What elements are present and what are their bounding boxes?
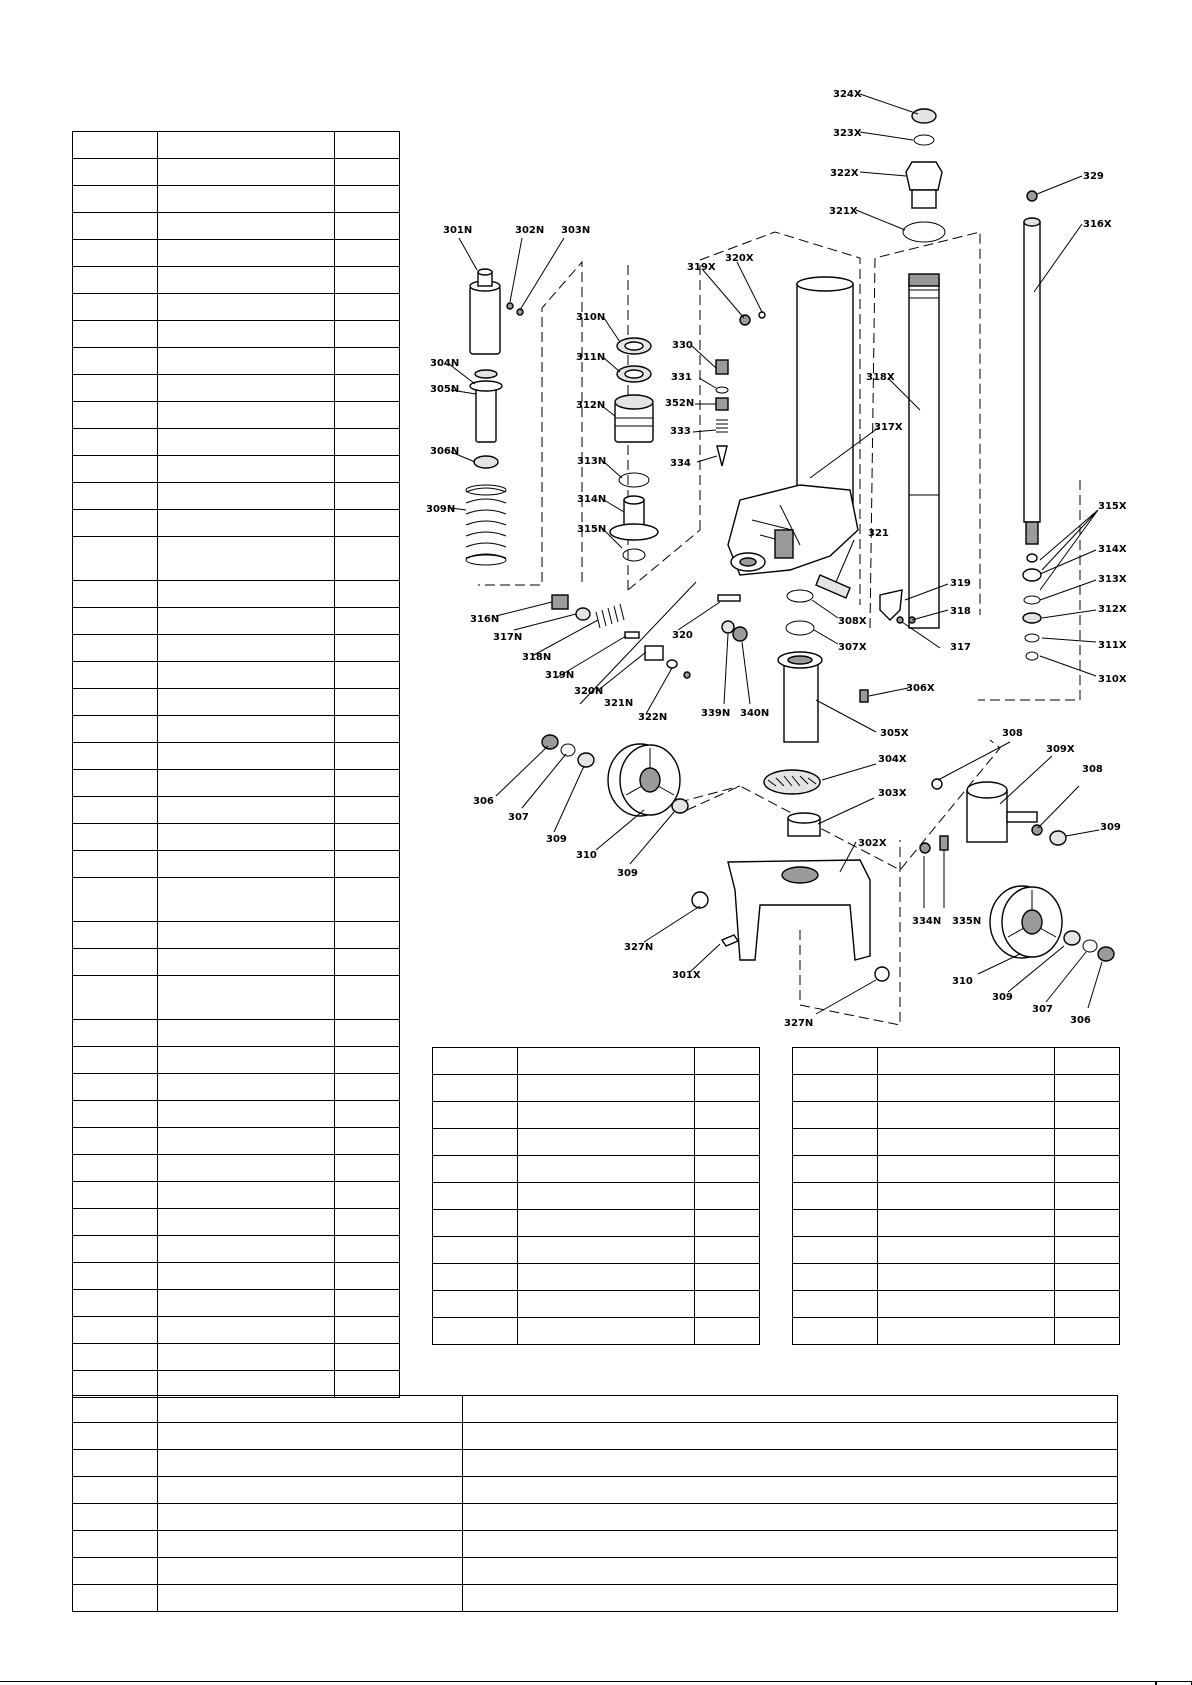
table-cell (793, 1291, 878, 1318)
callout-label: 315N (577, 524, 607, 535)
callout-label: 302N (515, 225, 545, 236)
table-row (73, 1396, 1118, 1423)
table-cell (793, 1318, 878, 1345)
callout-label: 309 (617, 868, 638, 879)
callout-label: 321 (868, 528, 889, 539)
table-cell (695, 1183, 760, 1210)
table-cell (73, 1236, 158, 1263)
table-cell (73, 1101, 158, 1128)
table-cell (73, 1128, 158, 1155)
table-cell (433, 1156, 518, 1183)
callout-label: 313N (577, 456, 607, 467)
table-cell (73, 1182, 158, 1209)
callout-label: 307 (1032, 1004, 1053, 1015)
table-row (793, 1264, 1120, 1291)
table-cell (878, 1156, 1055, 1183)
table-row (433, 1291, 760, 1318)
callout-label: 310N (576, 312, 606, 323)
callout-label: 323X (833, 128, 862, 139)
table-cell (463, 1504, 1118, 1531)
table-cell (158, 1477, 463, 1504)
base-group (692, 770, 889, 981)
table-cell (158, 1585, 463, 1612)
table-cell (335, 1047, 400, 1074)
table-cell (335, 1344, 400, 1371)
table-cell (335, 1074, 400, 1101)
table-cell (518, 1075, 695, 1102)
table-row (73, 1423, 1118, 1450)
table-row (73, 1585, 1118, 1612)
check-valve-group (552, 595, 747, 678)
table-row (73, 1531, 1118, 1558)
table-cell (463, 1423, 1118, 1450)
table-cell (158, 1128, 335, 1155)
callout-label: 305X (880, 728, 909, 739)
callout-label: 302X (858, 838, 887, 849)
callout-label: 322X (830, 168, 859, 179)
callout-label: 310 (576, 850, 597, 861)
table-cell (793, 1048, 878, 1075)
table-cell (518, 1237, 695, 1264)
table-cell (73, 1477, 158, 1504)
table-row (73, 1477, 1118, 1504)
table-cell (158, 1155, 335, 1182)
callout-label: 319 (950, 578, 971, 589)
callout-label: 306 (473, 796, 494, 807)
table-cell (1055, 1318, 1120, 1345)
callout-label: 318X (866, 372, 895, 383)
table-row (73, 1128, 400, 1155)
table-cell (793, 1156, 878, 1183)
table-cell (73, 1047, 158, 1074)
callout-label: 329 (1083, 171, 1104, 182)
table-cell (878, 1210, 1055, 1237)
table-cell (158, 1317, 335, 1344)
table-row (793, 1102, 1120, 1129)
callout-label: 316X (1083, 219, 1112, 230)
callout-label: 311N (576, 352, 606, 363)
table-row (433, 1129, 760, 1156)
table-cell (463, 1450, 1118, 1477)
table-cell (73, 1209, 158, 1236)
table-cell (695, 1048, 760, 1075)
callout-label: 334 (670, 458, 691, 469)
callout-label: 331 (671, 372, 692, 383)
table-cell (433, 1075, 518, 1102)
parts-table-right (792, 1047, 1120, 1345)
table-cell (335, 1371, 400, 1398)
callout-label: 316N (470, 614, 500, 625)
callout-label: 335N (952, 916, 982, 927)
table-row (73, 1558, 1118, 1585)
table-cell (878, 1129, 1055, 1156)
table-cell (463, 1477, 1118, 1504)
table-cell (1055, 1156, 1120, 1183)
callout-label: 314N (577, 494, 607, 505)
parts-table-middle (432, 1047, 760, 1345)
table-cell (433, 1048, 518, 1075)
pump-piston-group (466, 269, 523, 565)
callout-label: 314X (1098, 544, 1127, 555)
table-cell (158, 1101, 335, 1128)
table-cell (1055, 1048, 1120, 1075)
table-cell (695, 1102, 760, 1129)
callout-label: 306N (430, 446, 460, 457)
table-cell (793, 1129, 878, 1156)
callout-label: 312X (1098, 604, 1127, 615)
table-cell (433, 1237, 518, 1264)
table-row (433, 1237, 760, 1264)
lower-cylinder-group (778, 590, 868, 742)
callout-label: 310 (952, 976, 973, 987)
callout-label: 308X (838, 616, 867, 627)
callout-label: 306X (906, 683, 935, 694)
table-cell (1055, 1264, 1120, 1291)
callout-label: 317 (950, 642, 971, 653)
callout-label: 303X (878, 788, 907, 799)
table-cell (158, 1423, 463, 1450)
table-cell (695, 1210, 760, 1237)
table-row (73, 1209, 400, 1236)
table-cell (518, 1156, 695, 1183)
table-cell (793, 1237, 878, 1264)
callout-label: 330 (672, 340, 693, 351)
table-row (793, 1318, 1120, 1345)
table-cell (1055, 1291, 1120, 1318)
table-cell (158, 1450, 463, 1477)
table-row (433, 1210, 760, 1237)
table-cell (73, 1317, 158, 1344)
table-cell (463, 1558, 1118, 1585)
table-cell (158, 1047, 335, 1074)
table-cell (158, 1504, 463, 1531)
table-cell (73, 1344, 158, 1371)
assembly-guide-lines (478, 232, 1080, 1025)
table-cell (433, 1291, 518, 1318)
page-footer-mark (1155, 1681, 1192, 1685)
table-row (73, 1074, 400, 1101)
callout-label: 340N (740, 708, 770, 719)
table-cell (695, 1318, 760, 1345)
table-cell (695, 1264, 760, 1291)
table-cell (518, 1183, 695, 1210)
callout-label: 334N (912, 916, 942, 927)
callout-label: 327N (784, 1018, 814, 1029)
callout-label: 318 (950, 606, 971, 617)
callout-label: 301X (672, 970, 701, 981)
table-cell (73, 1558, 158, 1585)
table-cell (1055, 1183, 1120, 1210)
table-cell (335, 1290, 400, 1317)
callout-label: 327N (624, 942, 654, 953)
table-cell (518, 1210, 695, 1237)
table-cell (1055, 1129, 1120, 1156)
table-cell (1055, 1102, 1120, 1129)
callout-label: 304X (878, 754, 907, 765)
table-cell (793, 1210, 878, 1237)
table-cell (158, 1290, 335, 1317)
table-row (793, 1075, 1120, 1102)
table-cell (73, 1290, 158, 1317)
callout-label: 317N (493, 632, 523, 643)
callout-label: 307 (508, 812, 529, 823)
table-cell (335, 1317, 400, 1344)
table-cell (463, 1396, 1118, 1423)
piston-rod-group (903, 109, 945, 628)
callout-label: 318N (522, 652, 552, 663)
table-cell (518, 1048, 695, 1075)
callout-label: 320 (672, 630, 693, 641)
parts-table-bottom (72, 1395, 1118, 1612)
table-row (73, 1263, 400, 1290)
table-cell (73, 1155, 158, 1182)
table-cell (433, 1210, 518, 1237)
callout-label: 315X (1098, 501, 1127, 512)
callout-label: 311X (1098, 640, 1127, 651)
table-row (73, 1317, 400, 1344)
table-cell (518, 1264, 695, 1291)
table-cell (1055, 1210, 1120, 1237)
table-cell (433, 1129, 518, 1156)
table-cell (335, 1128, 400, 1155)
table-row (73, 1047, 400, 1074)
table-cell (335, 1155, 400, 1182)
table-cell (73, 1450, 158, 1477)
table-row (73, 1344, 400, 1371)
table-cell (158, 1558, 463, 1585)
table-cell (158, 1396, 463, 1423)
left-wheel-group (542, 735, 688, 816)
table-row (433, 1156, 760, 1183)
table-cell (1055, 1075, 1120, 1102)
callout-label: 317X (874, 422, 903, 433)
table-cell (433, 1264, 518, 1291)
right-wheel-group (920, 779, 1114, 961)
table-row (433, 1102, 760, 1129)
table-cell (518, 1102, 695, 1129)
table-row (433, 1264, 760, 1291)
handle-group (1023, 191, 1041, 660)
table-cell (793, 1183, 878, 1210)
table-cell (433, 1102, 518, 1129)
table-cell (793, 1102, 878, 1129)
table-cell (695, 1291, 760, 1318)
table-row (433, 1183, 760, 1210)
callout-label: 321N (604, 698, 634, 709)
table-cell (335, 1182, 400, 1209)
table-cell (73, 1423, 158, 1450)
callout-label: 320X (725, 253, 754, 264)
table-cell (158, 1182, 335, 1209)
table-cell (335, 1209, 400, 1236)
table-cell (878, 1318, 1055, 1345)
table-row (793, 1156, 1120, 1183)
callout-label: 322N (638, 712, 668, 723)
table-cell (158, 1531, 463, 1558)
callout-label: 308 (1002, 728, 1023, 739)
callout-label: 320N (574, 686, 604, 697)
callout-label: 352N (665, 398, 695, 409)
callout-label: 319N (545, 670, 575, 681)
release-valve-group (716, 312, 765, 466)
table-row (433, 1075, 760, 1102)
table-cell (878, 1102, 1055, 1129)
table-row (793, 1237, 1120, 1264)
table-row (73, 1450, 1118, 1477)
table-cell (695, 1237, 760, 1264)
table-row (73, 1155, 400, 1182)
seal-group (610, 338, 658, 561)
table-row (793, 1048, 1120, 1075)
table-cell (433, 1318, 518, 1345)
callout-label: 305N (430, 384, 460, 395)
callout-label: 303N (561, 225, 591, 236)
table-cell (73, 1371, 158, 1398)
table-cell (518, 1318, 695, 1345)
table-cell (73, 1074, 158, 1101)
callout-label: 319X (687, 262, 716, 273)
table-cell (335, 1236, 400, 1263)
table-row (73, 1236, 400, 1263)
callout-label: 301N (443, 225, 473, 236)
table-row (793, 1210, 1120, 1237)
callout-label: 304N (430, 358, 460, 369)
callout-label: 308 (1082, 764, 1103, 775)
table-cell (158, 1074, 335, 1101)
table-row (73, 1371, 400, 1398)
table-cell (695, 1129, 760, 1156)
table-cell (878, 1291, 1055, 1318)
callout-label: 339N (701, 708, 731, 719)
callout-label: 309N (426, 504, 456, 515)
table-row (793, 1291, 1120, 1318)
table-cell (73, 1585, 158, 1612)
table-cell (158, 1344, 335, 1371)
table-cell (518, 1291, 695, 1318)
table-row (793, 1183, 1120, 1210)
table-cell (878, 1075, 1055, 1102)
table-row (73, 1504, 1118, 1531)
table-cell (793, 1075, 878, 1102)
table-cell (335, 1263, 400, 1290)
table-cell (793, 1264, 878, 1291)
table-cell (878, 1183, 1055, 1210)
callout-label: 309 (1100, 822, 1121, 833)
table-cell (518, 1129, 695, 1156)
table-cell (463, 1585, 1118, 1612)
table-cell (433, 1183, 518, 1210)
table-cell (878, 1048, 1055, 1075)
callout-label: 309 (992, 992, 1013, 1003)
table-cell (335, 1101, 400, 1128)
table-row (73, 1101, 400, 1128)
table-cell (73, 1263, 158, 1290)
table-cell (695, 1156, 760, 1183)
callout-label: 307X (838, 642, 867, 653)
table-cell (463, 1531, 1118, 1558)
table-cell (158, 1263, 335, 1290)
table-cell (158, 1236, 335, 1263)
page-footer-rule (0, 1681, 1192, 1682)
callout-label: 309 (546, 834, 567, 845)
table-row (73, 1182, 400, 1209)
table-cell (878, 1237, 1055, 1264)
table-cell (695, 1075, 760, 1102)
callout-label: 333 (670, 426, 691, 437)
table-cell (73, 1531, 158, 1558)
callout-label: 310X (1098, 674, 1127, 685)
callout-label: 313X (1098, 574, 1127, 585)
table-cell (1055, 1237, 1120, 1264)
callout-label: 324X (833, 89, 862, 100)
callout-label: 309X (1046, 744, 1075, 755)
table-cell (158, 1209, 335, 1236)
table-cell (158, 1371, 335, 1398)
callout-label: 312N (576, 400, 606, 411)
callout-label: 321X (829, 206, 858, 217)
table-cell (73, 1396, 158, 1423)
callout-label: 306 (1070, 1015, 1091, 1026)
table-row (433, 1318, 760, 1345)
table-cell (73, 1504, 158, 1531)
table-row (793, 1129, 1120, 1156)
table-row (433, 1048, 760, 1075)
table-cell (878, 1264, 1055, 1291)
table-row (73, 1290, 400, 1317)
